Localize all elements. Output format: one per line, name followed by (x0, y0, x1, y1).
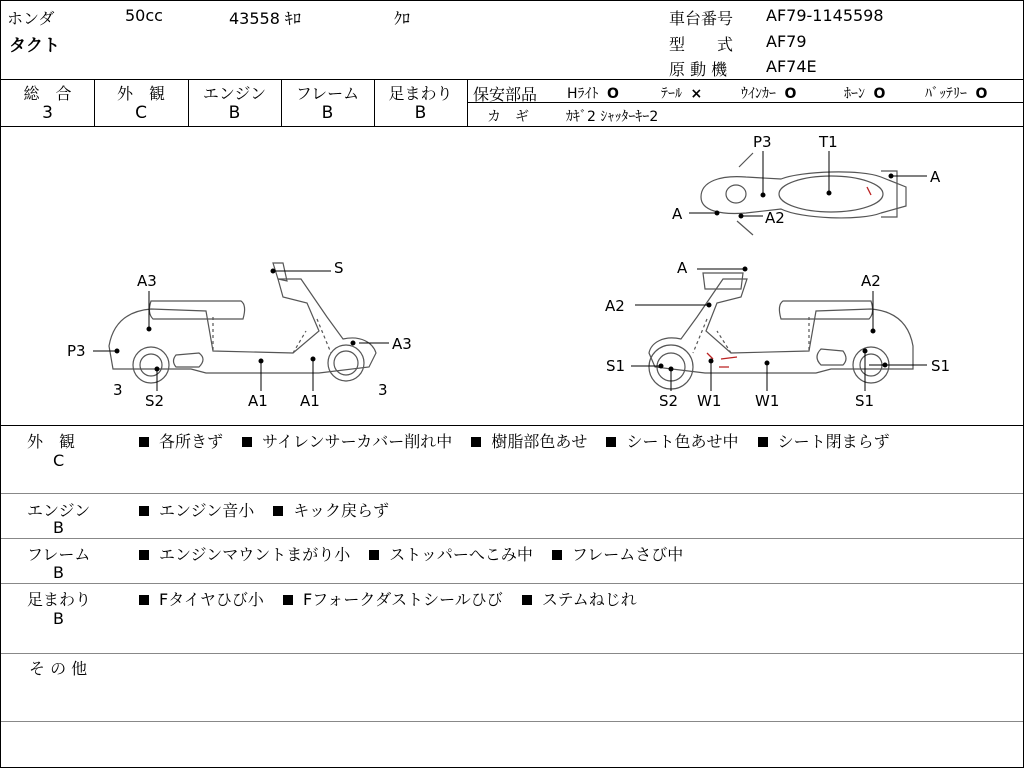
label-left-a3-right: A3 (392, 335, 412, 353)
label-top-a-right: A (930, 168, 941, 186)
section-items-exterior: 各所きず サイレンサーカバー削れ中 樹脂部色あせ シート色あせ中 シート閉まらず (139, 429, 904, 452)
label-left-3-b: 3 (378, 381, 388, 399)
safety-item-horn: ﾎｰﾝ O (844, 86, 886, 102)
frame-no: AF79-1145598 (766, 6, 884, 25)
section-label-engine: エンジン (27, 501, 91, 520)
maker: ホンダ (7, 9, 55, 28)
top-view-scooter-drawing (701, 153, 906, 235)
label-left-a1-a: A1 (248, 392, 268, 410)
model-label: 型 式 (669, 35, 734, 54)
grade-label-frame: フレーム (295, 84, 360, 103)
grade-value-engine: B (228, 103, 241, 123)
label-right-a2-right: A2 (861, 272, 881, 290)
grade-value-suspension: B (414, 103, 427, 123)
grade-label-suspension: 足まわり (388, 84, 453, 103)
label-left-a1-b: A1 (300, 392, 320, 410)
label-right-s1-left: S1 (606, 357, 626, 375)
label-right-a: A (677, 259, 688, 277)
label-left-a3-upper: A3 (137, 272, 157, 290)
safety-item-winker: ｳｲﾝｶｰ O (741, 86, 797, 102)
grade-label-engine: エンジン (202, 84, 267, 103)
section-label-exterior: 外 観 (27, 432, 76, 451)
safety-item-battery: ﾊﾞｯﾃﾘｰ O (925, 86, 988, 102)
label-right-s1-bottom: S1 (855, 392, 875, 410)
section-grade-exterior: C (53, 451, 65, 470)
engine-code: AF74E (766, 57, 817, 76)
model-name: タクト (9, 36, 60, 56)
label-top-a-left: A (672, 205, 683, 223)
keys-label: カ ギ (487, 109, 529, 125)
keys-value: ｶｷﾞ2 ｼｬｯﾀｰｷｰ2 (566, 109, 659, 125)
safety-item-tail: ﾃｰﾙ × (661, 86, 703, 102)
label-right-s2: S2 (659, 392, 679, 410)
label-left-3-a: 3 (113, 381, 123, 399)
frame-no-label: 車台番号 (669, 9, 734, 28)
color: ｸﾛ (394, 9, 411, 28)
section-label-frame: フレーム (27, 545, 91, 564)
model-code: AF79 (766, 32, 807, 51)
safety-label: 保安部品 (473, 85, 538, 104)
grade-value-overall: 3 (42, 103, 53, 123)
engine-label: 原 動 機 (669, 60, 728, 79)
grade-label-overall: 総 合 (23, 84, 72, 103)
label-right-w1-a: W1 (697, 392, 722, 410)
section-label-suspension: 足まわり (27, 590, 92, 609)
section-grade-suspension: B (53, 609, 64, 628)
section-items-engine: エンジン音小 キック戻らず (139, 498, 403, 521)
label-left-s: S (334, 259, 344, 277)
mileage: 43558 ｷﾛ (229, 9, 301, 28)
section-items-frame: エンジンマウントまがり小 ストッパーへこみ中 フレームさび中 (139, 542, 697, 565)
label-top-p3: P3 (753, 133, 772, 151)
label-right-s1-right: S1 (931, 357, 951, 375)
section-items-suspension: Fタイヤひび小 Fフォークダストシールひび ステムねじれ (139, 587, 651, 610)
section-grade-frame: B (53, 563, 64, 582)
label-left-s2: S2 (145, 392, 165, 410)
safety-item-headlight: Hﾗｲﾄ O (567, 86, 619, 102)
grade-value-frame: B (321, 103, 334, 123)
section-label-other: そ の 他 (29, 659, 88, 678)
label-right-a2-left: A2 (605, 297, 625, 315)
displacement: 50cc (125, 6, 163, 25)
label-top-a2: A2 (765, 209, 785, 227)
grade-value-exterior: C (135, 103, 147, 123)
scooter-diagram (1, 127, 1023, 425)
grade-label-exterior: 外 観 (116, 84, 165, 103)
section-grade-engine: B (53, 518, 64, 537)
label-left-p3: P3 (67, 342, 86, 360)
label-right-w1-b: W1 (755, 392, 780, 410)
label-top-t1: T1 (819, 133, 838, 151)
